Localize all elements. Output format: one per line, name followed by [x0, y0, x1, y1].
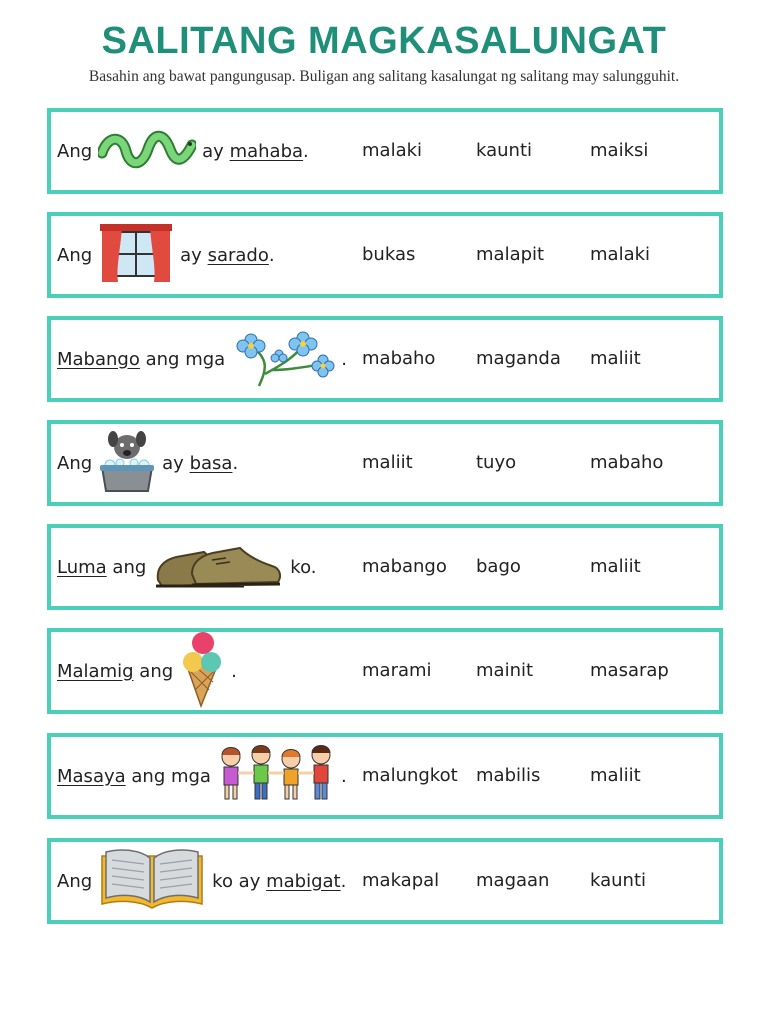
worksheet-title: SALITANG MAGKASALUNGAT: [101, 20, 667, 62]
sentence-word: ay: [180, 244, 202, 266]
children-icon: [217, 743, 335, 810]
choice-2[interactable]: mabilis: [476, 765, 541, 786]
sentence-word: ang: [112, 556, 147, 578]
underlined-word: Malamig: [57, 660, 134, 682]
choice-2[interactable]: magaan: [476, 870, 550, 891]
underlined-word: sarado: [207, 244, 269, 266]
choice-3[interactable]: kaunti: [590, 870, 647, 891]
choice-3[interactable]: mabaho: [590, 452, 664, 473]
worksheet-instructions: Basahin ang bawat pangungusap. Buligan ang salitang kasalungat ng salitang may salungguhit.: [88, 68, 680, 85]
choice-3[interactable]: maliit: [590, 765, 641, 786]
sentence-end: .: [341, 348, 347, 370]
choice-1[interactable]: bukas: [362, 244, 416, 265]
sentence-word: ang mga: [145, 348, 226, 370]
choice-3[interactable]: masarap: [590, 660, 669, 681]
sentence-end: .: [340, 870, 347, 892]
window-curtain-icon: [98, 222, 174, 289]
sentence: [57, 424, 238, 502]
ice-cream-icon: [179, 630, 225, 713]
book-icon: [98, 846, 206, 917]
choice-1[interactable]: malungkot: [362, 765, 458, 786]
sentence-word: ay: [202, 140, 224, 162]
underlined-word: mahaba: [229, 140, 304, 162]
choice-3[interactable]: maiksi: [590, 140, 649, 161]
old-shoes-icon: [152, 540, 284, 595]
underlined-word: basa: [189, 452, 233, 474]
exercise-row-4: [47, 420, 723, 506]
sentence: [57, 528, 317, 606]
sentence-word: ang mga: [131, 765, 211, 787]
exercise-row-8: [47, 838, 723, 924]
sentence-word: ko ay: [212, 870, 261, 892]
sentence-word: Ang: [57, 140, 93, 162]
sentence: [57, 112, 309, 190]
choice-1[interactable]: malaki: [362, 140, 423, 161]
sentence-word: Ang: [57, 870, 93, 892]
sentence-end: ko.: [290, 556, 317, 578]
choice-3[interactable]: maliit: [590, 556, 641, 577]
sentence-word: ay: [162, 452, 184, 474]
choice-2[interactable]: kaunti: [476, 140, 533, 161]
underlined-word: Mabango: [57, 348, 140, 370]
exercise-row-1: [47, 108, 723, 194]
choice-2[interactable]: malapit: [476, 244, 545, 265]
sentence-word: Ang: [57, 244, 93, 266]
choice-1[interactable]: maliit: [362, 452, 413, 473]
choice-2[interactable]: mainit: [476, 660, 534, 681]
sentence-end: .: [303, 140, 309, 162]
sentence-end: .: [268, 244, 275, 266]
wet-dog-tub-icon: [98, 425, 156, 502]
choice-1[interactable]: makapal: [362, 870, 440, 891]
underlined-word: Luma: [57, 556, 107, 578]
sentence-end: .: [340, 765, 347, 787]
underlined-word: mabigat: [266, 870, 341, 892]
sentence: [57, 632, 237, 710]
sentence: [57, 320, 347, 398]
choice-2[interactable]: bago: [476, 556, 521, 577]
choice-1[interactable]: mabaho: [362, 348, 436, 369]
choice-1[interactable]: marami: [362, 660, 432, 681]
exercise-row-3: [47, 316, 723, 402]
underlined-word: Masaya: [57, 765, 126, 787]
sentence-end: .: [231, 660, 237, 682]
exercise-row-2: [47, 212, 723, 298]
sentence: [57, 842, 346, 920]
choice-3[interactable]: maliit: [590, 348, 641, 369]
choice-2[interactable]: maganda: [476, 348, 561, 369]
exercise-row-5: [47, 524, 723, 610]
sentence: [57, 216, 275, 294]
choice-3[interactable]: malaki: [590, 244, 651, 265]
choice-2[interactable]: tuyo: [476, 452, 517, 473]
sentence-end: .: [232, 452, 239, 474]
choice-1[interactable]: mabango: [362, 556, 447, 577]
exercise-row-7: [47, 733, 723, 819]
snake-icon: [98, 127, 196, 176]
sentence-word: Ang: [57, 452, 93, 474]
flowers-icon: [231, 324, 335, 395]
sentence-word: ang: [139, 660, 174, 682]
exercise-row-6: [47, 628, 723, 714]
sentence: [57, 737, 347, 815]
